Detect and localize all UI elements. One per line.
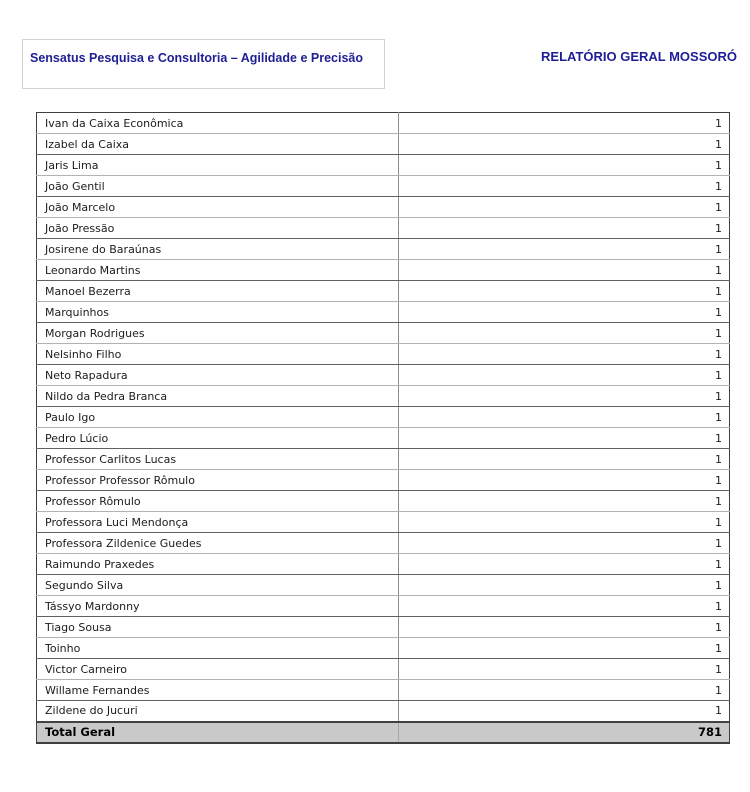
results-table bbox=[36, 112, 730, 744]
count-cell: 1 bbox=[399, 680, 730, 701]
results-table-body bbox=[37, 113, 730, 722]
table-row bbox=[37, 323, 730, 344]
count-cell: 1 bbox=[399, 281, 730, 302]
count-cell: 1 bbox=[399, 638, 730, 659]
table-row bbox=[37, 113, 730, 134]
count-cell: 1 bbox=[399, 533, 730, 554]
person-name-cell: Marquinhos bbox=[37, 302, 399, 323]
count-cell: 1 bbox=[399, 596, 730, 617]
count-cell: 1 bbox=[399, 575, 730, 596]
company-title: Sensatus Pesquisa e Consultoria – Agilidade e Precisão bbox=[30, 51, 363, 65]
count-cell: 1 bbox=[399, 323, 730, 344]
count-cell: 1 bbox=[399, 386, 730, 407]
count-cell: 1 bbox=[399, 197, 730, 218]
table-row bbox=[37, 428, 730, 449]
person-name-cell: Jaris Lima bbox=[37, 155, 399, 176]
person-name-cell: Toinho bbox=[37, 638, 399, 659]
person-name-cell: Ivan da Caixa Econômica bbox=[37, 113, 399, 134]
count-cell: 1 bbox=[399, 155, 730, 176]
count-cell: 1 bbox=[399, 176, 730, 197]
table-row bbox=[37, 155, 730, 176]
table-row bbox=[37, 617, 730, 638]
person-name-cell: Professor Professor Rômulo bbox=[37, 470, 399, 491]
person-name-cell: Manoel Bezerra bbox=[37, 281, 399, 302]
table-row bbox=[37, 680, 730, 701]
count-cell: 1 bbox=[399, 134, 730, 155]
table-row bbox=[37, 470, 730, 491]
table-row bbox=[37, 281, 730, 302]
count-cell: 1 bbox=[399, 407, 730, 428]
table-row bbox=[37, 386, 730, 407]
count-cell: 1 bbox=[399, 512, 730, 533]
count-cell: 1 bbox=[399, 302, 730, 323]
count-cell: 1 bbox=[399, 260, 730, 281]
table-row bbox=[37, 512, 730, 533]
person-name-cell: Willame Fernandes bbox=[37, 680, 399, 701]
person-name-cell: Nelsinho Filho bbox=[37, 344, 399, 365]
table-row bbox=[37, 134, 730, 155]
table-row bbox=[37, 659, 730, 680]
person-name-cell: Professora Luci Mendonça bbox=[37, 512, 399, 533]
table-row bbox=[37, 638, 730, 659]
table-row bbox=[37, 239, 730, 260]
total-value: 781 bbox=[399, 722, 730, 743]
person-name-cell: João Pressão bbox=[37, 218, 399, 239]
count-cell: 1 bbox=[399, 218, 730, 239]
person-name-cell: Izabel da Caixa bbox=[37, 134, 399, 155]
person-name-cell: Nildo da Pedra Branca bbox=[37, 386, 399, 407]
person-name-cell: Professor Rômulo bbox=[37, 491, 399, 512]
table-row bbox=[37, 365, 730, 386]
table-row bbox=[37, 176, 730, 197]
table-row bbox=[37, 302, 730, 323]
table-row bbox=[37, 218, 730, 239]
person-name-cell: João Gentil bbox=[37, 176, 399, 197]
person-name-cell: Victor Carneiro bbox=[37, 659, 399, 680]
count-cell: 1 bbox=[399, 617, 730, 638]
person-name-cell: Tássyo Mardonny bbox=[37, 596, 399, 617]
count-cell: 1 bbox=[399, 449, 730, 470]
count-cell: 1 bbox=[399, 659, 730, 680]
table-row bbox=[37, 596, 730, 617]
company-title-box bbox=[22, 39, 385, 89]
table-row bbox=[37, 554, 730, 575]
table-row bbox=[37, 491, 730, 512]
table-row bbox=[37, 449, 730, 470]
table-row bbox=[37, 701, 730, 722]
count-cell: 1 bbox=[399, 701, 730, 722]
person-name-cell: Professor Carlitos Lucas bbox=[37, 449, 399, 470]
count-cell: 1 bbox=[399, 428, 730, 449]
total-label: Total Geral bbox=[37, 722, 399, 743]
table-row bbox=[37, 197, 730, 218]
count-cell: 1 bbox=[399, 344, 730, 365]
person-name-cell: Zildene do Jucuri bbox=[37, 701, 399, 722]
table-row bbox=[37, 575, 730, 596]
person-name-cell: Tiago Sousa bbox=[37, 617, 399, 638]
person-name-cell: Paulo Igo bbox=[37, 407, 399, 428]
total-row bbox=[37, 722, 730, 743]
count-cell: 1 bbox=[399, 554, 730, 575]
table-row bbox=[37, 533, 730, 554]
count-cell: 1 bbox=[399, 470, 730, 491]
table-row bbox=[37, 344, 730, 365]
person-name-cell: Professora Zildenice Guedes bbox=[37, 533, 399, 554]
count-cell: 1 bbox=[399, 239, 730, 260]
table-row bbox=[37, 407, 730, 428]
person-name-cell: João Marcelo bbox=[37, 197, 399, 218]
person-name-cell: Leonardo Martins bbox=[37, 260, 399, 281]
person-name-cell: Segundo Silva bbox=[37, 575, 399, 596]
person-name-cell: Pedro Lúcio bbox=[37, 428, 399, 449]
count-cell: 1 bbox=[399, 491, 730, 512]
table-row bbox=[37, 260, 730, 281]
person-name-cell: Neto Rapadura bbox=[37, 365, 399, 386]
person-name-cell: Morgan Rodrigues bbox=[37, 323, 399, 344]
person-name-cell: Raimundo Praxedes bbox=[37, 554, 399, 575]
count-cell: 1 bbox=[399, 113, 730, 134]
count-cell: 1 bbox=[399, 365, 730, 386]
person-name-cell: Josirene do Baraúnas bbox=[37, 239, 399, 260]
report-title: RELATÓRIO GERAL MOSSORÓ bbox=[541, 49, 737, 64]
